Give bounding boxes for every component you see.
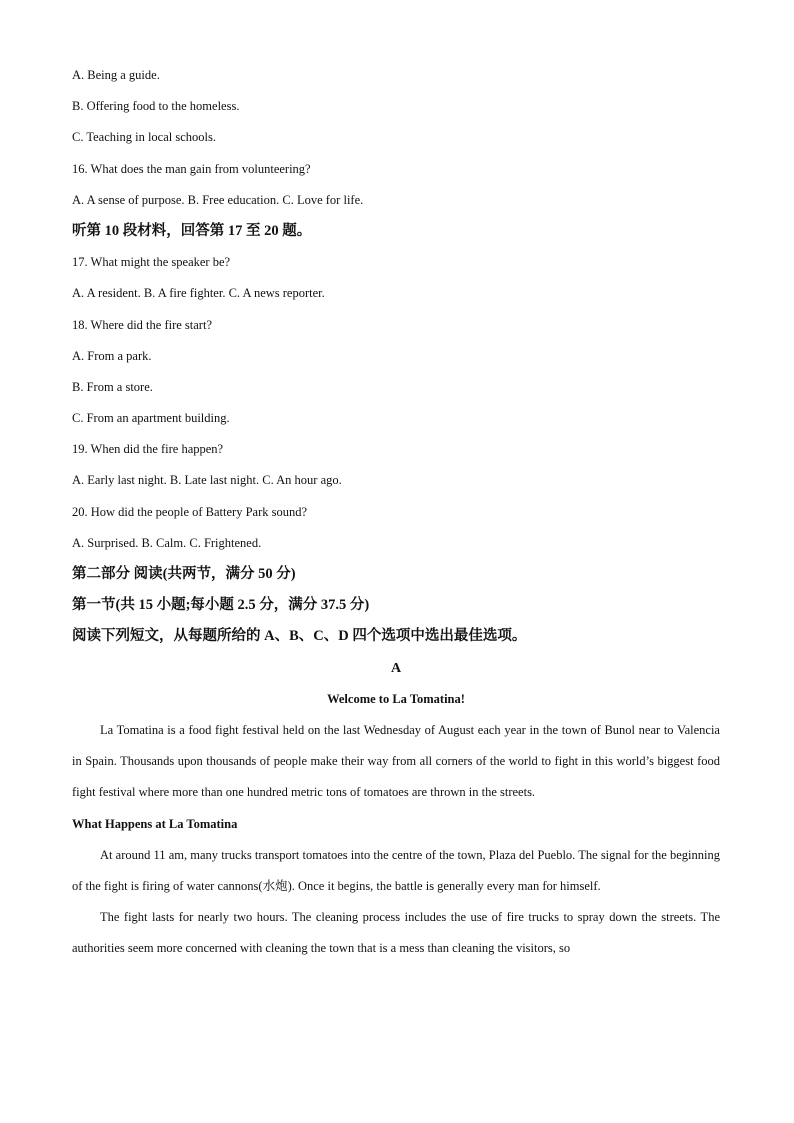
q16-question: 16. What does the man gain from volunteering? (72, 161, 311, 176)
q15-option-c: C. Teaching in local schools. (72, 130, 217, 145)
q19-question: 19. When did the fire happen? (72, 442, 224, 457)
passage-letter: A (390, 660, 402, 676)
q17-options: A. A resident. B. A fire fighter. C. A news reporter. (72, 286, 325, 301)
q15-option-a: A. Being a guide. (72, 68, 160, 82)
q16-options: A. A sense of purpose. B. Free education. C. Love for life. (72, 192, 364, 207)
reading-instruction: 阅读下列短文，从每题所给的 A、B、C、D 四个选项中选出最佳选项。 (72, 628, 527, 645)
q18-option-a: A. From a park. (72, 348, 152, 363)
passage-paragraph-1: La Tomatina is a food fight festival held on the last Wednesday of August each year in the town of Bunol near to Valencia in Spain. Thousands upon thousands of people make their way from all corners of the world to fight in this world’s biggest food fight festival where more than one hundred metric tons of tomatoes are thrown in the streets. (72, 722, 720, 800)
passage-subheading: What Happens at La Tomatina (72, 816, 238, 831)
q17-question: 17. What might the speaker be? (72, 255, 231, 270)
q18-option-b: B. From a store. (72, 379, 153, 394)
reading-part-title: 第二部分 阅读(共两节，满分 50 分) (72, 566, 296, 582)
q19-options: A. Early last night. B. Late last night. C. An hour ago. (72, 473, 342, 488)
passage-paragraph-3: The fight lasts for nearly two hours. The cleaning process includes the use of fire trucks to spray down the streets. The authorities seem more concerned with cleaning the town that is a mess than cleaning the visitors, so (72, 910, 720, 956)
q18-question: 18. Where did the fire start? (72, 317, 212, 332)
q20-question: 20. How did the people of Battery Park sound? (72, 504, 308, 519)
q18-option-c: C. From an apartment building. (72, 411, 230, 426)
q15-option-b: B. Offering food to the homeless. (72, 99, 240, 114)
section10-instruction: 听第 10 段材料，回答第 17 至 20 题。 (72, 222, 312, 239)
passage-paragraph-2: At around 11 am, many trucks transport tomatoes into the centre of the town, Plaza del Pueblo. The signal for the beginning of the fight is firing of water cannons(水炮). Once it begins, the battle is generally every man for himself. (72, 847, 720, 893)
q20-options: A. Surprised. B. Calm. C. Frightened. (72, 535, 262, 550)
document-page (72, 60, 720, 965)
reading-section-title: 第一节(共 15 小题;每小题 2.5 分，满分 37.5 分) (72, 597, 370, 614)
passage-title: Welcome to La Tomatina! (327, 691, 465, 706)
